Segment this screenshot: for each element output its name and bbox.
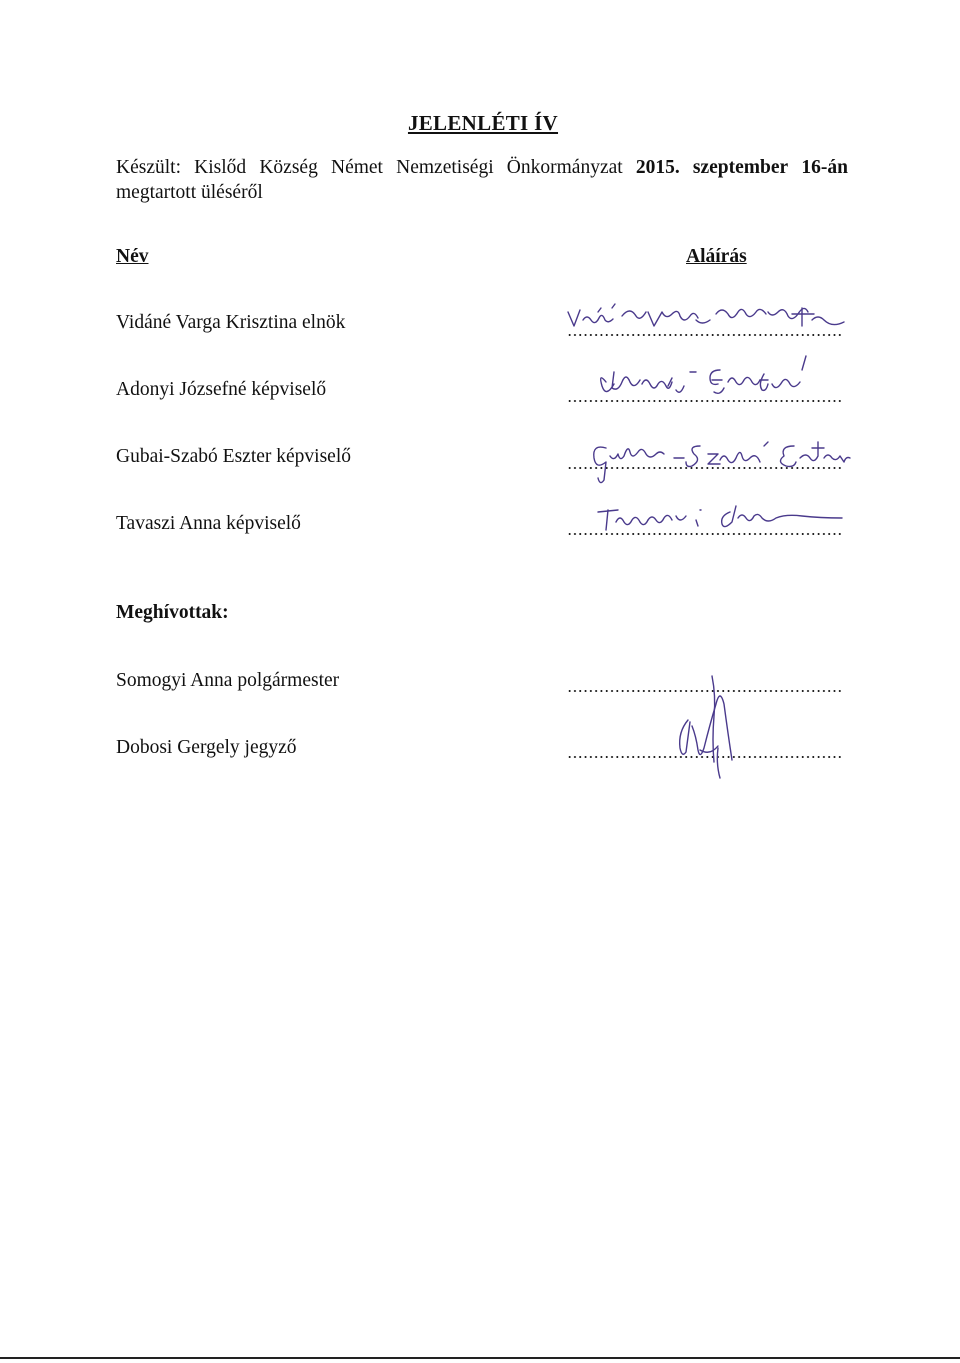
signature-line (567, 334, 843, 336)
intro-month: szeptember (692, 157, 789, 178)
signature-line (567, 533, 843, 535)
intro-word: Nemzetiségi (396, 157, 494, 178)
member-name: Gubai-Szabó Eszter képviselő (116, 446, 352, 467)
invited-name: Dobosi Gergely jegyző (116, 737, 297, 758)
member-name: Vidáné Varga Krisztina elnök (116, 312, 346, 333)
signature-gubai-szabo-eszter (594, 442, 850, 483)
signature-somogyi-anna (712, 676, 715, 762)
intro-word: Készült: (116, 157, 181, 178)
signature-dobosi-gergely (680, 696, 732, 778)
member-name: Adonyi Józsefné képviselő (116, 379, 327, 400)
intro-word: Önkormányzat (506, 157, 623, 178)
signature-column-heading: Aláírás (686, 246, 747, 267)
invited-name: Somogyi Anna polgármester (116, 670, 340, 691)
signature-line (567, 467, 843, 469)
signature-vidane-varga-krisztina (568, 304, 844, 326)
document-title: JELENLÉTI ÍV (407, 111, 559, 135)
signature-line (567, 400, 843, 402)
intro-word: Német (331, 157, 383, 178)
bottom-border-line (0, 1357, 960, 1359)
signature-line (567, 690, 843, 692)
signature-tavaszi-anna (598, 506, 842, 530)
intro-word: Község (259, 157, 318, 178)
intro-word: Kislőd (194, 157, 247, 178)
member-name: Tavaszi Anna képviselő (116, 513, 301, 534)
intro-paragraph (116, 155, 848, 205)
signature-line (567, 756, 843, 758)
invited-heading: Meghívottak: (116, 602, 229, 623)
signature-adonyi-jozsefne (601, 356, 806, 393)
intro-year: 2015. (635, 157, 680, 178)
intro-day: 16-án (801, 157, 848, 178)
name-column-heading: Név (116, 246, 149, 267)
intro-line-1 (116, 155, 848, 180)
intro-line-2: megtartott üléséről (116, 182, 263, 203)
